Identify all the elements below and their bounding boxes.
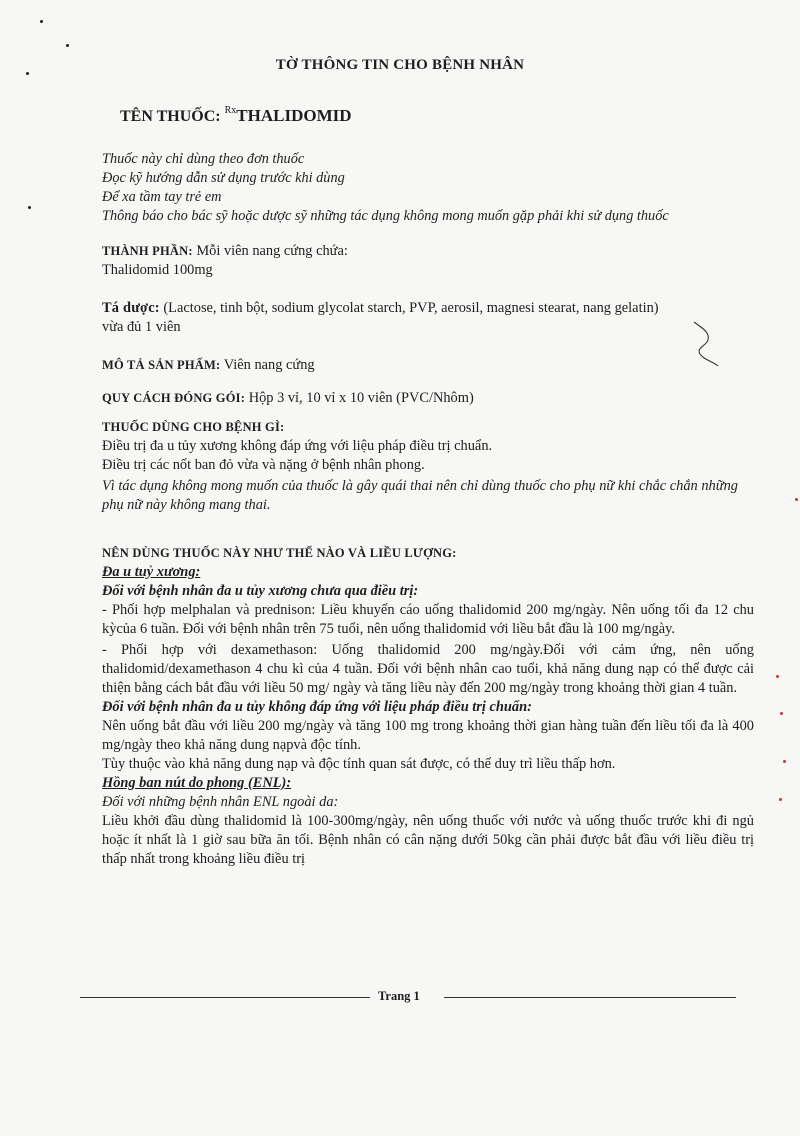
warning-line: Thuốc này chỉ dùng theo đơn thuốc: [102, 151, 305, 167]
scan-speck: [28, 206, 31, 209]
drug-name: THALIDOMID: [236, 106, 352, 125]
excipients-label: Tá dược:: [102, 300, 160, 316]
page-number: Trang 1: [378, 989, 420, 1003]
composition-section: [102, 242, 752, 280]
scan-speck: [66, 44, 69, 47]
enl-heading: Hồng ban nút do phong (ENL):: [102, 775, 292, 791]
red-speck: [776, 675, 779, 678]
excipients-text: (Lactose, tinh bột, sodium glycolat starch, PVP, aerosil, magnesi stearat, nang gelatin): [163, 300, 659, 316]
red-speck: [779, 798, 782, 801]
excipients-text-2: vừa đủ 1 viên: [102, 319, 181, 335]
page-footer: [0, 988, 800, 1008]
red-speck: [795, 498, 798, 501]
warning-line: Để xa tầm tay trẻ em: [102, 189, 222, 205]
warning-line: Đọc kỹ hướng dẫn sử dụng trước khi dùng: [102, 170, 345, 186]
warnings-list: [102, 150, 762, 226]
dosage-paragraph: Nên uống bắt đầu với liều 200 mg/ngày và tăng 100 mg trong khoảng thời gian hàng tuần đến liều tối đa là 400 mg/ngày theo khả năng dung nạpvà độc tính.: [102, 718, 754, 753]
scan-speck: [40, 20, 43, 23]
packaging-text: Hộp 3 vỉ, 10 vỉ x 10 viên (PVC/Nhôm): [248, 390, 474, 406]
dosage-label: NÊN DÙNG THUỐC NÀY NHƯ THẾ NÀO VÀ LIỀU LƯỢNG:: [102, 546, 457, 560]
rx-mark: Rx: [224, 104, 237, 116]
dosage-paragraph: - Phối hợp với dexamethason: Uống thalidomid 200 mg/ngày.Đối với cảm ứng, nên uống thalidomid/dexamethason 4 chu kì của 4 tuần. Đối với bệnh nhân cao tuổi, khả năng dung nạp có thể được cải thiện bằng cách bắt đầu với liều 50 mg/ ngày và tăng liều này đến 200 mg/ngày trong khoảng thời gian 4 tuần.: [102, 642, 754, 696]
footer-rule-right: [444, 997, 736, 998]
description-text: Viên nang cứng: [223, 357, 315, 373]
indication-line: Điều trị đa u tủy xương không đáp ứng với liệu pháp điều trị chuẩn.: [102, 438, 493, 454]
dosage-paragraph: Tùy thuộc vào khả năng dung nạp và độc tính quan sát được, có thể duy trì liều thấp hơn.: [102, 756, 616, 772]
indication-note: Vì tác dụng không mong muốn của thuốc là gây quái thai nên chỉ dùng thuốc cho phụ nữ khi chắc chắn những phụ nữ này không mang thai.: [102, 478, 738, 513]
red-speck: [780, 712, 783, 715]
description-label: MÔ TẢ SẢN PHẨM:: [102, 358, 221, 372]
refractory-heading: Đối với bệnh nhân đa u tủy không đáp ứng với liệu pháp điều trị chuẩn:: [102, 699, 532, 715]
document-title: TỜ THÔNG TIN CHO BỆNH NHÂN: [275, 57, 525, 73]
drug-label: TÊN THUỐC:: [120, 108, 221, 125]
myeloma-heading: Đa u tuỷ xương:: [102, 564, 201, 580]
composition-label: THÀNH PHẦN:: [102, 244, 193, 258]
dosage-section: [102, 544, 754, 869]
dosage-paragraph: Liều khởi đầu dùng thalidomid là 100-300mg/ngày, nên uống thuốc với nước và uống thuốc trước khi đi ngủ hoặc ít nhất là 1 giờ sau bữa ăn tối. Bệnh nhân có cân nặng dưới 50kg cần phải được bắt đầu với liều điều trị thấp nhất trong khoảng liều điều trị: [102, 813, 754, 867]
untreated-heading: Đối với bệnh nhân đa u tủy xương chưa qua điều trị:: [102, 583, 419, 599]
packaging-section: [102, 389, 752, 408]
dosage-paragraph: - Phối hợp melphalan và prednison: Liều khuyến cáo uống thalidomid 200 mg/ngày. Nên uống tối đa 12 chu kỳcủa 6 tuần. Đối với bệnh nhân trên 75 tuổi, nên uống thalidomid với liều bắt đầu là 100 mg/ngày.: [102, 602, 754, 637]
description-section: [102, 356, 752, 375]
packaging-label: QUY CÁCH ĐÓNG GÓI:: [102, 391, 246, 405]
excipients-section: [102, 299, 762, 337]
composition-active: Thalidomid 100mg: [102, 262, 213, 278]
composition-text: Mỗi viên nang cứng chứa:: [196, 243, 348, 259]
indications-section: [102, 418, 757, 515]
drug-name-line: [120, 106, 352, 126]
red-speck: [783, 760, 786, 763]
warning-line: Thông báo cho bác sỹ hoặc dược sỹ những tác dụng không mong muốn gặp phải khi sử dụng thuốc: [102, 208, 669, 224]
indication-line: Điều trị các nốt ban đỏ vừa và nặng ở bệnh nhân phong.: [102, 457, 425, 473]
indications-label: THUỐC DÙNG CHO BỆNH GÌ:: [102, 420, 285, 434]
footer-rule-left: [80, 997, 370, 998]
enl-sub-heading: Đối với những bệnh nhân ENL ngoài da:: [102, 794, 339, 810]
